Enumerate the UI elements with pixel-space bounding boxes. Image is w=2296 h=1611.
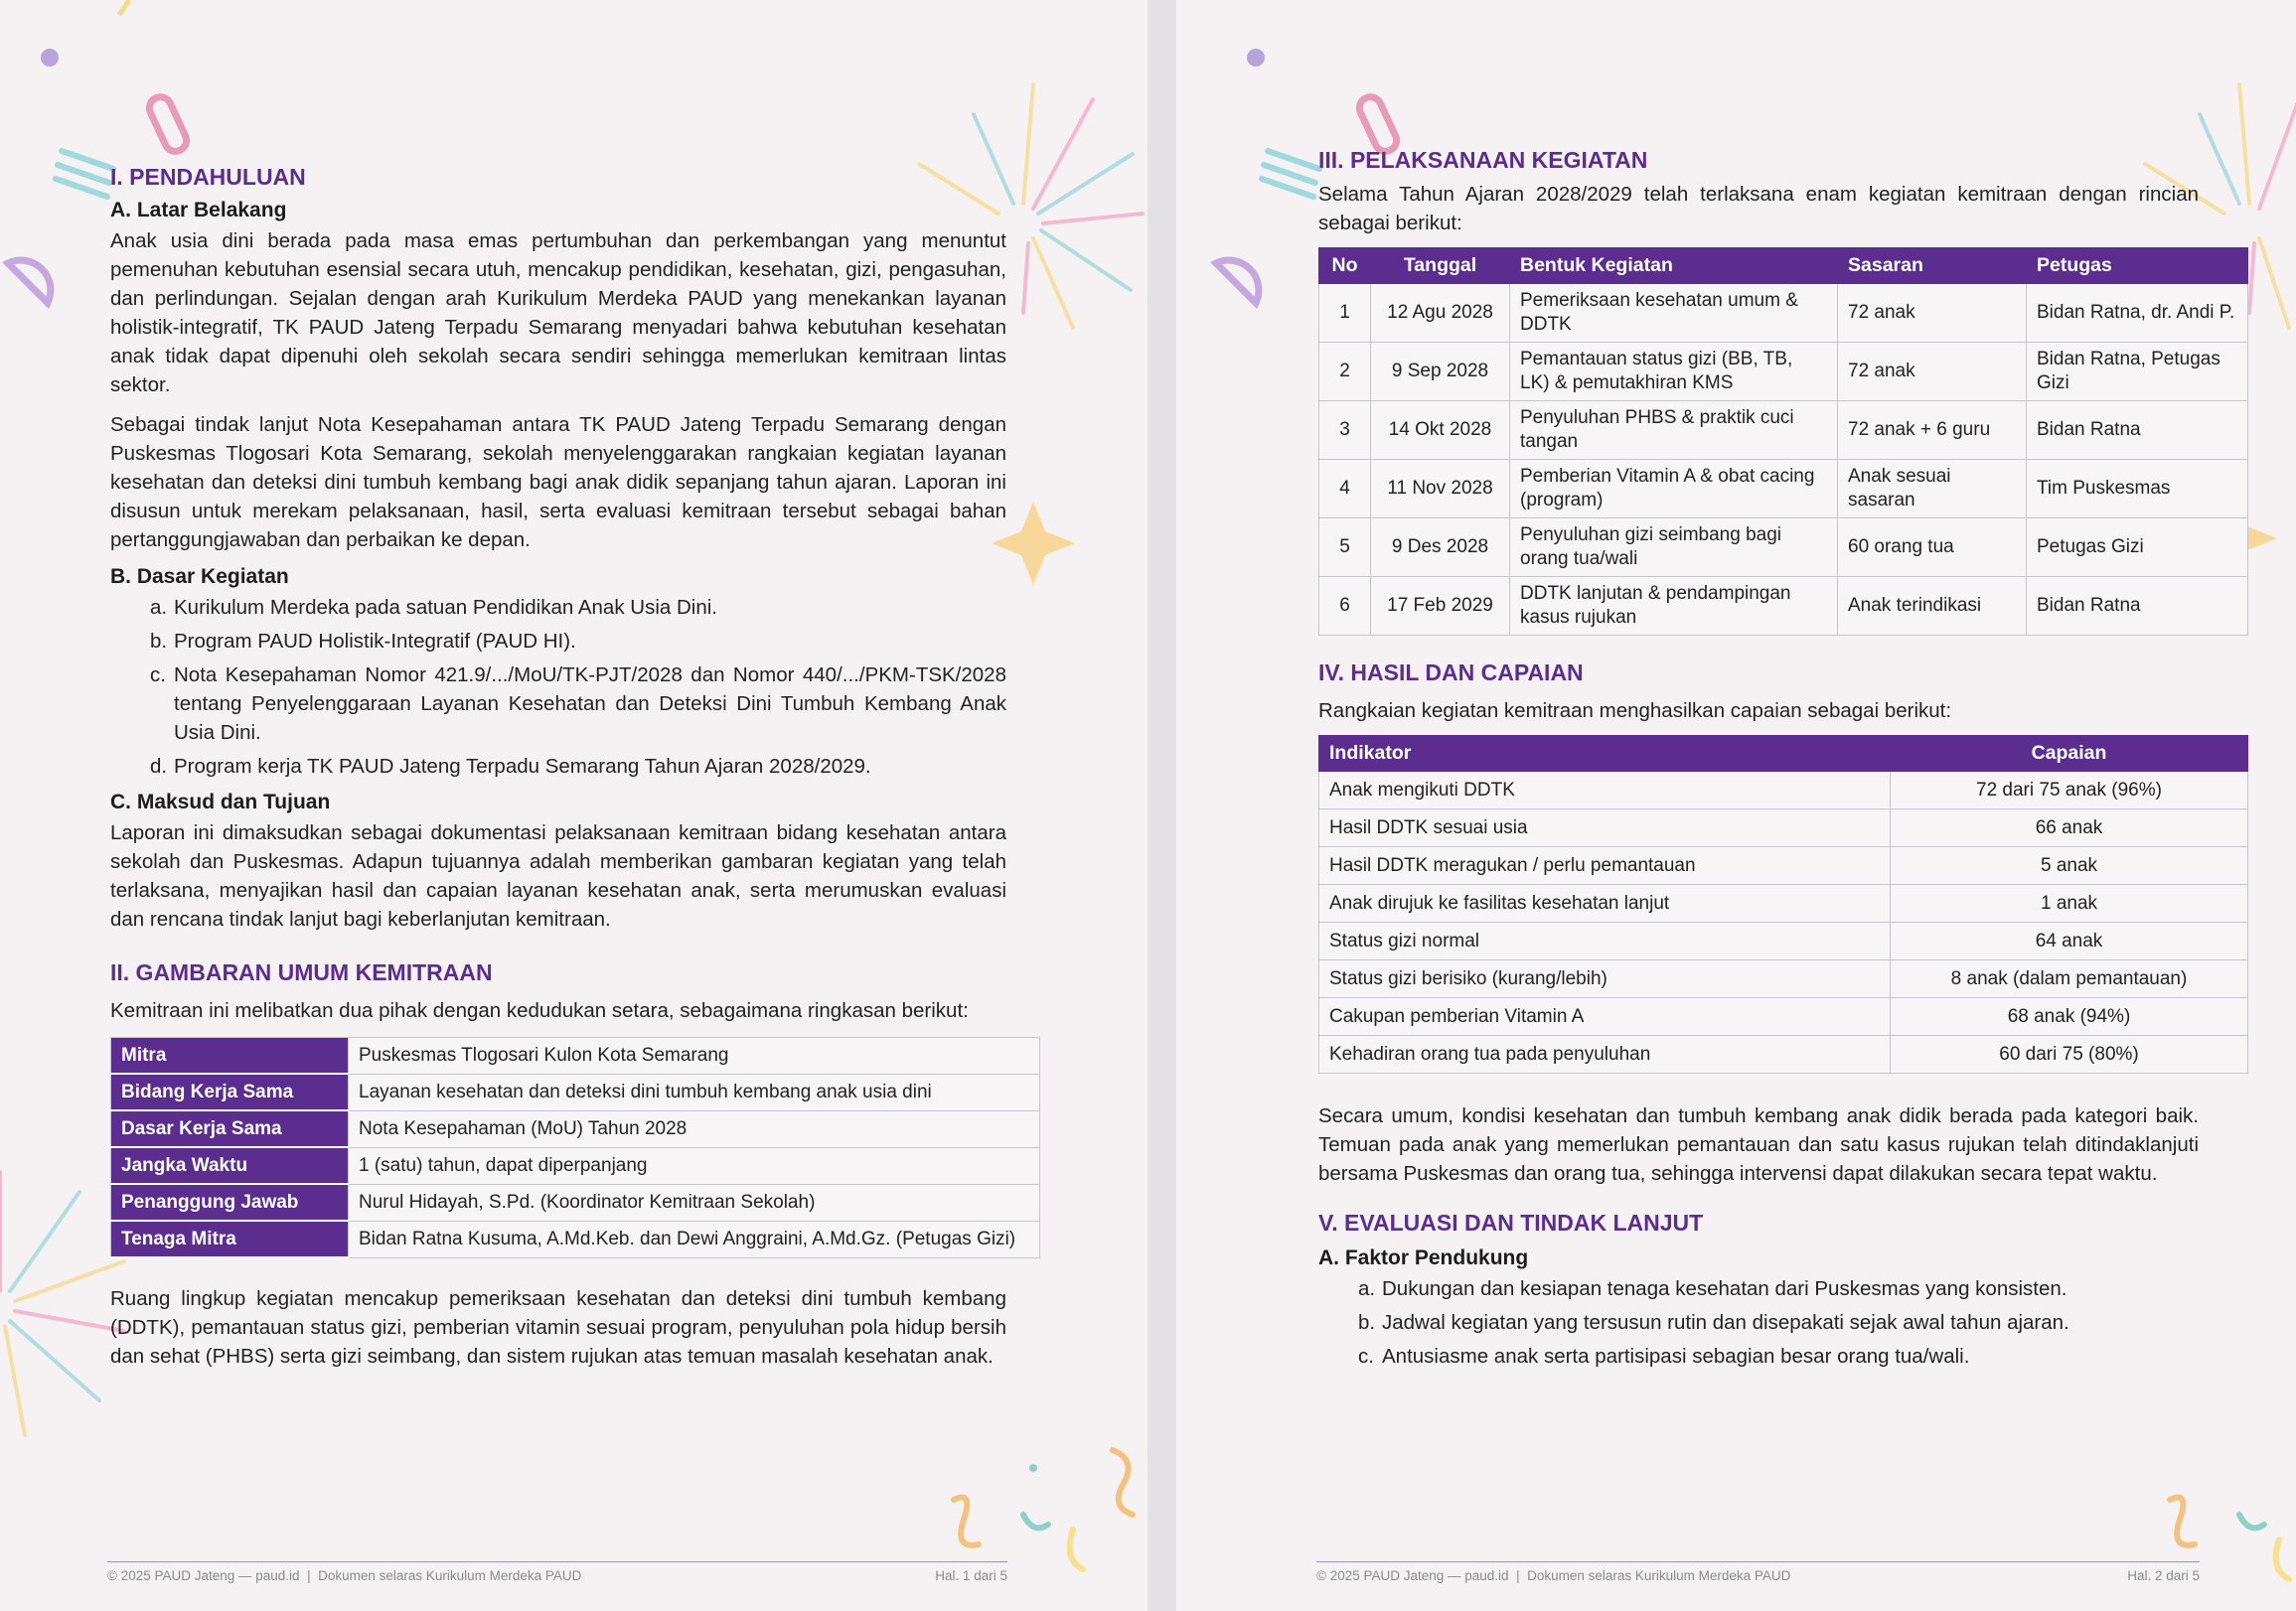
cell-capaian: 64 anak	[1891, 923, 2248, 960]
cell-petugas: Bidan Ratna	[2027, 401, 2248, 460]
table-row	[111, 1221, 1040, 1257]
footer-copyright: © 2025 PAUD Jateng — paud.id | Dokumen selaras Kurikulum Merdeka PAUD	[1316, 1568, 1791, 1583]
cell-no: 6	[1319, 577, 1371, 636]
list-item: c. Antusiasme anak serta partisipasi sebagian besar orang tua/wali.	[1358, 1345, 1970, 1368]
cell-sasaran: 72 anak	[1838, 284, 2027, 343]
table-value-cell: Nota Kesepahaman (MoU) Tahun 2028	[349, 1110, 1040, 1147]
table-row	[111, 1147, 1040, 1184]
cell-indikator: Kehadiran orang tua pada penyuluhan	[1319, 1036, 1891, 1074]
list-item: d. Program kerja TK PAUD Jateng Terpadu Semarang Tahun Ajaran 2028/2029.	[150, 755, 871, 778]
cell-capaian: 72 dari 75 anak (96%)	[1891, 772, 2248, 809]
table-value-cell: Layanan kesehatan dan deteksi dini tumbuh kembang anak usia dini	[349, 1074, 1040, 1110]
cell-capaian: 1 anak	[1891, 885, 2248, 923]
column-header: Sasaran	[1838, 248, 2027, 284]
footer-copyright: © 2025 PAUD Jateng — paud.id | Dokumen selaras Kurikulum Merdeka PAUD	[107, 1568, 582, 1583]
cell-petugas: Tim Puskesmas	[2027, 460, 2248, 518]
table-value-cell: Nurul Hidayah, S.Pd. (Koordinator Kemitraan Sekolah)	[349, 1184, 1040, 1221]
cell-tanggal: 17 Feb 2029	[1371, 577, 1510, 636]
table-row	[1319, 809, 2248, 847]
subsection-title-latar-belakang: A. Latar Belakang	[110, 199, 287, 221]
table-value-cell: Bidan Ratna Kusuma, A.Md.Keb. dan Dewi Anggraini, A.Md.Gz. (Petugas Gizi)	[349, 1221, 1040, 1257]
cell-indikator: Anak mengikuti DDTK	[1319, 772, 1891, 809]
cell-petugas: Bidan Ratna	[2027, 577, 2248, 636]
list-item: b. Program PAUD Holistik-Integratif (PAUD HI).	[150, 630, 576, 653]
cell-indikator: Anak dirujuk ke fasilitas kesehatan lanjut	[1319, 885, 1891, 923]
cell-kegiatan: DDTK lanjutan & pendampingan kasus rujukan	[1510, 577, 1838, 636]
table-row	[111, 1038, 1040, 1075]
column-header: No	[1319, 248, 1371, 284]
column-header: Petugas	[2027, 248, 2248, 284]
table-key-cell: Bidang Kerja Sama	[111, 1074, 349, 1110]
dasar-kegiatan-list	[150, 593, 1006, 781]
section-title-pendahuluan: I. PENDAHULUAN	[110, 164, 306, 190]
cell-petugas: Bidan Ratna, Petugas Gizi	[2027, 343, 2248, 401]
cell-indikator: Status gizi normal	[1319, 923, 1891, 960]
cell-capaian: 60 dari 75 (80%)	[1891, 1036, 2248, 1074]
paragraph-hasil-kesimpulan: Secara umum, kondisi kesehatan dan tumbuh kembang anak didik berada pada kategori baik. Temuan pada anak yang memerlukan pemantauan dan satu kasus rujukan telah ditindaklanjuti bersama Puskesmas dan orang tua, sehingga intervensi dapat dilakukan secara tepat waktu.	[1318, 1104, 2199, 1185]
cell-no: 1	[1319, 284, 1371, 343]
table-row	[111, 1110, 1040, 1147]
paragraph-latar-belakang-1: Anak usia dini berada pada masa emas pertumbuhan dan perkembangan yang menuntut pemenuhan kebutuhan esensial secara utuh, mencakup pendidikan, kesehatan, gizi, pengasuhan, dan perlindungan. Sejalan dengan arah Kurikulum Merdeka PAUD yang menekankan layanan holistik-integratif, TK PAUD Jateng Terpadu Semarang menyadari bahwa kebutuhan kesehatan anak tidak dapat dipenuhi oleh sekolah secara sendiri sehingga memerlukan kemitraan lintas sektor.	[110, 229, 1006, 396]
activity-table	[1318, 247, 2248, 636]
column-header: Tanggal	[1371, 248, 1510, 284]
table-header-row	[1319, 736, 2248, 772]
cell-kegiatan: Pemberian Vitamin A & obat cacing (program)	[1510, 460, 1838, 518]
cell-capaian: 66 anak	[1891, 809, 2248, 847]
subsection-title-dasar-kegiatan: B. Dasar Kegiatan	[110, 565, 289, 588]
cell-capaian: 5 anak	[1891, 847, 2248, 885]
paragraph-ruang-lingkup: Ruang lingkup kegiatan mencakup pemeriksaan kesehatan dan deteksi dini tumbuh kembang (DDTK), pemantauan status gizi, pemberian vitamin sesuai program, penyuluhan pola hidup bersih dan sehat (PHBS) serta gizi seimbang, dan sistem rujukan atas temuan masalah kesehatan anak.	[110, 1287, 1006, 1368]
cell-capaian: 68 anak (94%)	[1891, 998, 2248, 1036]
section-title-gambaran-umum: II. GAMBARAN UMUM KEMITRAAN	[110, 959, 493, 985]
cell-tanggal: 12 Agu 2028	[1371, 284, 1510, 343]
paragraph-gambaran-intro: Kemitraan ini melibatkan dua pihak dengan kedudukan setara, sebagaimana ringkasan berikut:	[110, 999, 969, 1022]
cell-indikator: Hasil DDTK sesuai usia	[1319, 809, 1891, 847]
cell-no: 2	[1319, 343, 1371, 401]
cell-tanggal: 11 Nov 2028	[1371, 460, 1510, 518]
cell-tanggal: 14 Okt 2028	[1371, 401, 1510, 460]
column-header: Bentuk Kegiatan	[1510, 248, 1838, 284]
table-row	[111, 1074, 1040, 1110]
cell-kegiatan: Penyuluhan PHBS & praktik cuci tangan	[1510, 401, 1838, 460]
results-table	[1318, 735, 2248, 1074]
footer-page-number: Hal. 2 dari 5	[2127, 1568, 2200, 1583]
cell-kegiatan: Penyuluhan gizi seimbang bagi orang tua/wali	[1510, 518, 1838, 577]
table-header-row	[1319, 248, 2248, 284]
list-item: a. Kurikulum Merdeka pada satuan Pendidikan Anak Usia Dini.	[150, 596, 717, 619]
table-row	[1319, 343, 2248, 401]
section-title-hasil: IV. HASIL DAN CAPAIAN	[1318, 659, 1584, 685]
subsection-title-maksud-tujuan: C. Maksud dan Tujuan	[110, 791, 331, 813]
list-item: c. Nota Kesepahaman Nomor 421.9/.../MoU/TK-PJT/2028 dan Nomor 440/.../PKM-TSK/2028 tentang Penyelenggaraan Layanan Kesehatan dan Deteksi Dini Tumbuh Kembang Anak Usia Dini.	[150, 663, 1006, 744]
table-row	[1319, 885, 2248, 923]
table-row	[111, 1184, 1040, 1221]
table-row	[1319, 847, 2248, 885]
table-row	[1319, 960, 2248, 998]
cell-sasaran: 72 anak + 6 guru	[1838, 401, 2027, 460]
paragraph-latar-belakang-2: Sebagai tindak lanjut Nota Kesepahaman antara TK PAUD Jateng Terpadu Semarang dengan Puskesmas Tlogosari Kota Semarang, sekolah menyelenggarakan rangkaian kegiatan layanan kesehatan dan deteksi dini tumbuh kembang bagi anak didik sepanjang tahun ajaran. Laporan ini disusun untuk merekam pelaksanaan, hasil, serta evaluasi kemitraan tersebut sebagai bahan pertanggungjawaban dan perbaikan ke depan.	[110, 413, 1006, 551]
document-page-2	[1176, 0, 2296, 1611]
paragraph-maksud-tujuan: Laporan ini dimaksudkan sebagai dokumentasi pelaksanaan kemitraan bidang kesehatan antara sekolah dan Puskesmas. Adapun tujuannya adalah memberikan gambaran kegiatan yang telah terlaksana, menyajikan hasil dan capaian layanan kesehatan anak, serta merumuskan evaluasi dan rencana tindak lanjut bagi keberlanjutan kemitraan.	[110, 821, 1006, 931]
column-header: Indikator	[1319, 736, 1891, 772]
list-item: b. Jadwal kegiatan yang tersusun rutin dan disepakati sejak awal tahun ajaran.	[1358, 1311, 2069, 1334]
table-row	[1319, 998, 2248, 1036]
faktor-pendukung-list	[1358, 1274, 2199, 1371]
table-row	[1319, 1036, 2248, 1074]
table-row	[1319, 460, 2248, 518]
page-footer	[1316, 1561, 2200, 1585]
table-key-cell: Jangka Waktu	[111, 1147, 349, 1184]
column-header: Capaian	[1891, 736, 2248, 772]
cell-indikator: Cakupan pemberian Vitamin A	[1319, 998, 1891, 1036]
table-row	[1319, 401, 2248, 460]
cell-sasaran: 60 orang tua	[1838, 518, 2027, 577]
cell-kegiatan: Pemeriksaan kesehatan umum & DDTK	[1510, 284, 1838, 343]
cell-capaian: 8 anak (dalam pemantauan)	[1891, 960, 2248, 998]
table-value-cell: 1 (satu) tahun, dapat diperpanjang	[349, 1147, 1040, 1184]
cell-tanggal: 9 Des 2028	[1371, 518, 1510, 577]
cell-tanggal: 9 Sep 2028	[1371, 343, 1510, 401]
table-key-cell: Tenaga Mitra	[111, 1221, 349, 1257]
page-footer	[107, 1561, 1007, 1585]
section-title-pelaksanaan: III. PELAKSANAAN KEGIATAN	[1318, 147, 1648, 173]
cell-sasaran: Anak terindikasi	[1838, 577, 2027, 636]
subsection-title-faktor-pendukung: A. Faktor Pendukung	[1318, 1246, 1529, 1269]
kemitraan-summary-table	[110, 1037, 1040, 1258]
cell-petugas: Bidan Ratna, dr. Andi P.	[2027, 284, 2248, 343]
paragraph-pelaksanaan-intro: Selama Tahun Ajaran 2028/2029 telah terlaksana enam kegiatan kemitraan dengan rincian sebagai berikut:	[1318, 183, 2199, 234]
cell-no: 3	[1319, 401, 1371, 460]
table-key-cell: Penanggung Jawab	[111, 1184, 349, 1221]
table-value-cell: Puskesmas Tlogosari Kulon Kota Semarang	[349, 1038, 1040, 1075]
cell-sasaran: Anak sesuai sasaran	[1838, 460, 2027, 518]
cell-petugas: Petugas Gizi	[2027, 518, 2248, 577]
table-row	[1319, 577, 2248, 636]
table-key-cell: Dasar Kerja Sama	[111, 1110, 349, 1147]
paragraph-hasil-intro: Rangkaian kegiatan kemitraan menghasilkan capaian sebagai berikut:	[1318, 699, 1952, 722]
cell-indikator: Status gizi berisiko (kurang/lebih)	[1319, 960, 1891, 998]
table-key-cell: Mitra	[111, 1038, 349, 1075]
list-item: a. Dukungan dan kesiapan tenaga kesehatan dari Puskesmas yang konsisten.	[1358, 1277, 2067, 1300]
cell-sasaran: 72 anak	[1838, 343, 2027, 401]
cell-no: 5	[1319, 518, 1371, 577]
footer-page-number: Hal. 1 dari 5	[935, 1568, 1007, 1583]
cell-indikator: Hasil DDTK meragukan / perlu pemantauan	[1319, 847, 1891, 885]
table-row	[1319, 518, 2248, 577]
cell-kegiatan: Pemantauan status gizi (BB, TB, LK) & pemutakhiran KMS	[1510, 343, 1838, 401]
table-row	[1319, 772, 2248, 809]
cell-no: 4	[1319, 460, 1371, 518]
section-title-evaluasi: V. EVALUASI DAN TINDAK LANJUT	[1318, 1210, 1704, 1236]
table-row	[1319, 284, 2248, 343]
table-row	[1319, 923, 2248, 960]
